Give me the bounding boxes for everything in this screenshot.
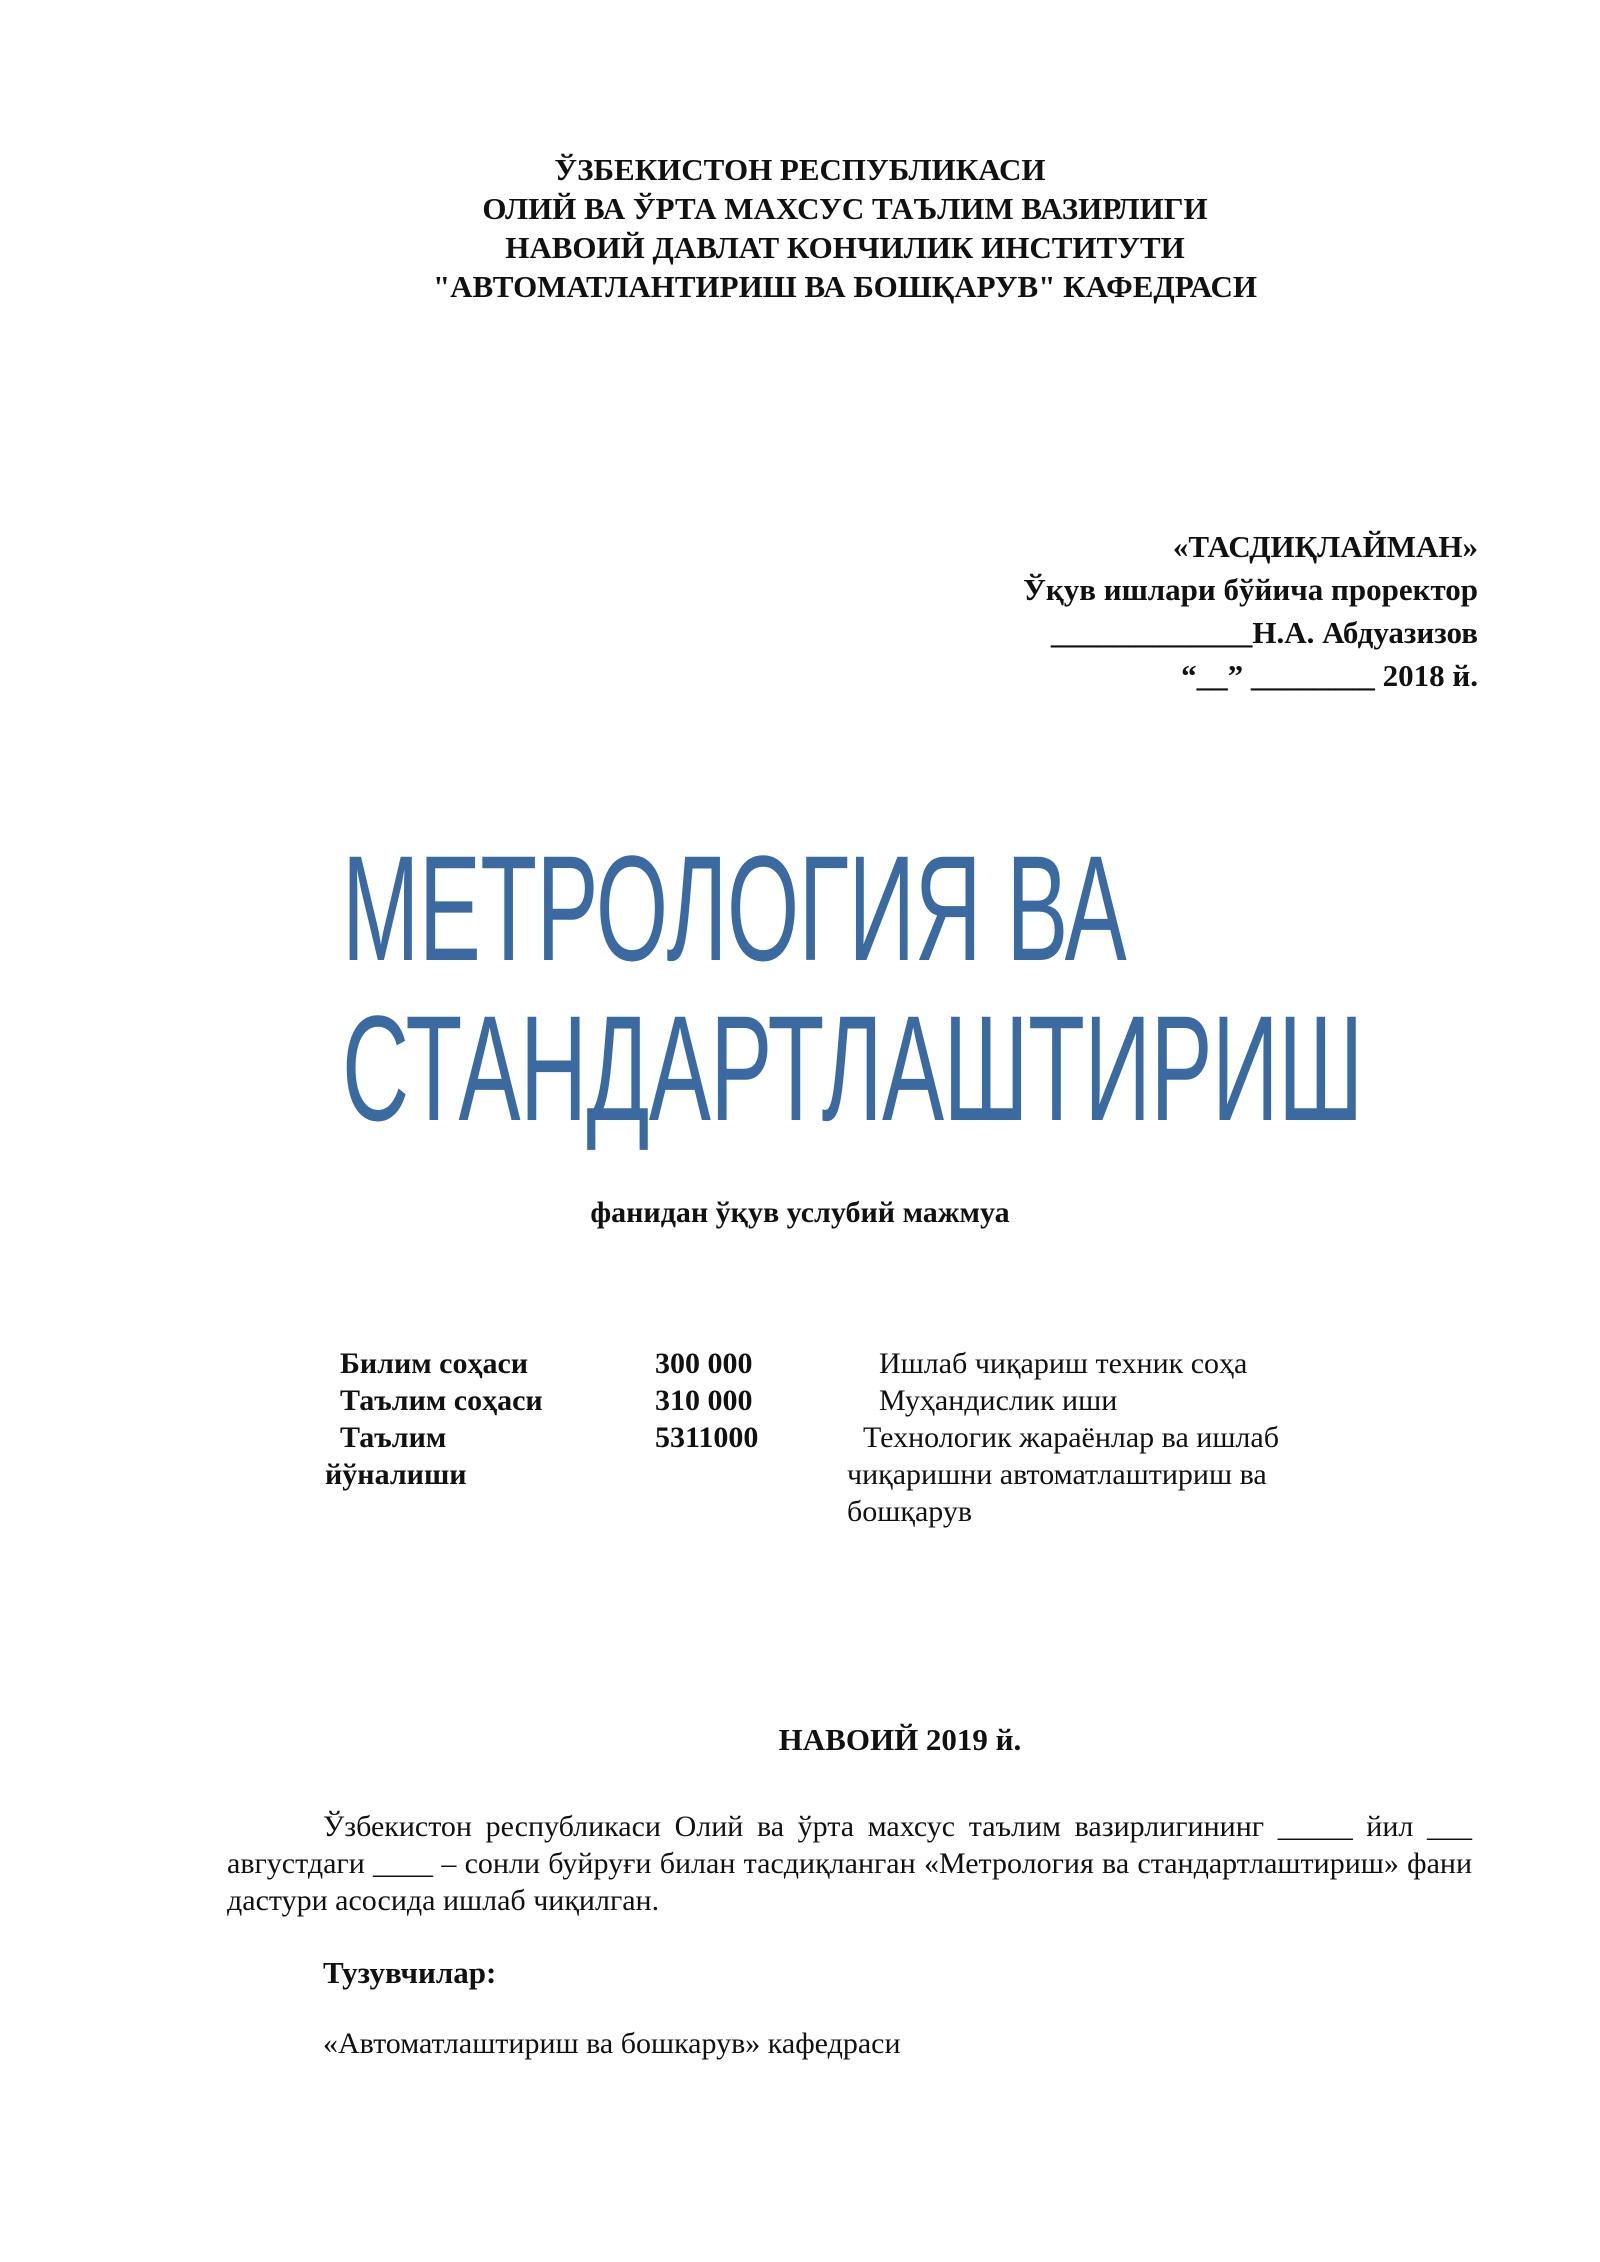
document-subtitle: фанидан ўқув услубий мажмуа (590, 1196, 1010, 1229)
approval-paragraph: Ўзбекистон республикаси Олий ва ўрта махсус таълим вазирлигининг _____ йил ___ августдаги ____ – сонли буйруғи билан тасдиқланган «Метрология ва стандартлаштириш» фани дастури асосида ишлаб чиқилган. (227, 1810, 1472, 1917)
field-row (325, 1382, 1345, 1419)
fields-table (325, 1345, 1345, 1530)
title-line-1: МЕТРОЛОГИЯ ВА (342, 824, 1127, 992)
header-line-institute: НАВОИЙ ДАВЛАТ КОНЧИЛИК ИНСТИТУТИ (505, 230, 1185, 265)
field-description: Технологик жараёнлар ва ишлаб чиқаришни автоматлаштириш ва бошқарув (847, 1421, 1279, 1528)
approval-block (1023, 525, 1478, 697)
title-line-2: СТАНДАРТЛАШТИРИШ (342, 984, 1363, 1152)
authors-heading: Тузувчилар: (323, 1955, 497, 1990)
field-code: 5311000 (655, 1421, 759, 1454)
field-code: 300 000 (655, 1347, 753, 1380)
header-line-ministry: ОЛИЙ ВА ЎРТА МАХСУС ТАЪЛИМ ВАЗИРЛИГИ (482, 191, 1208, 226)
field-description: Ишлаб чиқариш техник соҳа (879, 1347, 1248, 1380)
field-label: Таълим йўналиши (325, 1421, 467, 1491)
approval-position: Ўқув ишлари бўйича проректор (1023, 572, 1478, 607)
approval-heading: «ТАСДИҚЛАЙМАН» (1172, 529, 1478, 564)
field-code: 310 000 (655, 1384, 753, 1417)
field-row (325, 1419, 1345, 1530)
department-name: «Автоматлаштириш ва бошкарув» кафедраси (323, 2027, 901, 2060)
document-title (342, 824, 1363, 1152)
approval-signature: _____________Н.А. Абдуазизов (1050, 615, 1478, 650)
field-description: Муҳандислик иши (879, 1384, 1118, 1417)
header-line-country: ЎЗБЕКИСТОН РЕСПУБЛИКАСИ (554, 152, 1046, 187)
header-line-department: "АВТОМАТЛАНТИРИШ ВА БОШҚАРУВ" КАФЕДРАСИ (432, 269, 1258, 304)
city-year: НАВОИЙ 2019 й. (778, 1722, 1022, 1757)
field-label: Таълим соҳаси (340, 1384, 543, 1417)
institution-header (0, 150, 1600, 306)
approval-date: “__” ________ 2018 й. (1181, 658, 1478, 693)
field-row (325, 1345, 1345, 1382)
field-label: Билим соҳаси (340, 1347, 529, 1380)
